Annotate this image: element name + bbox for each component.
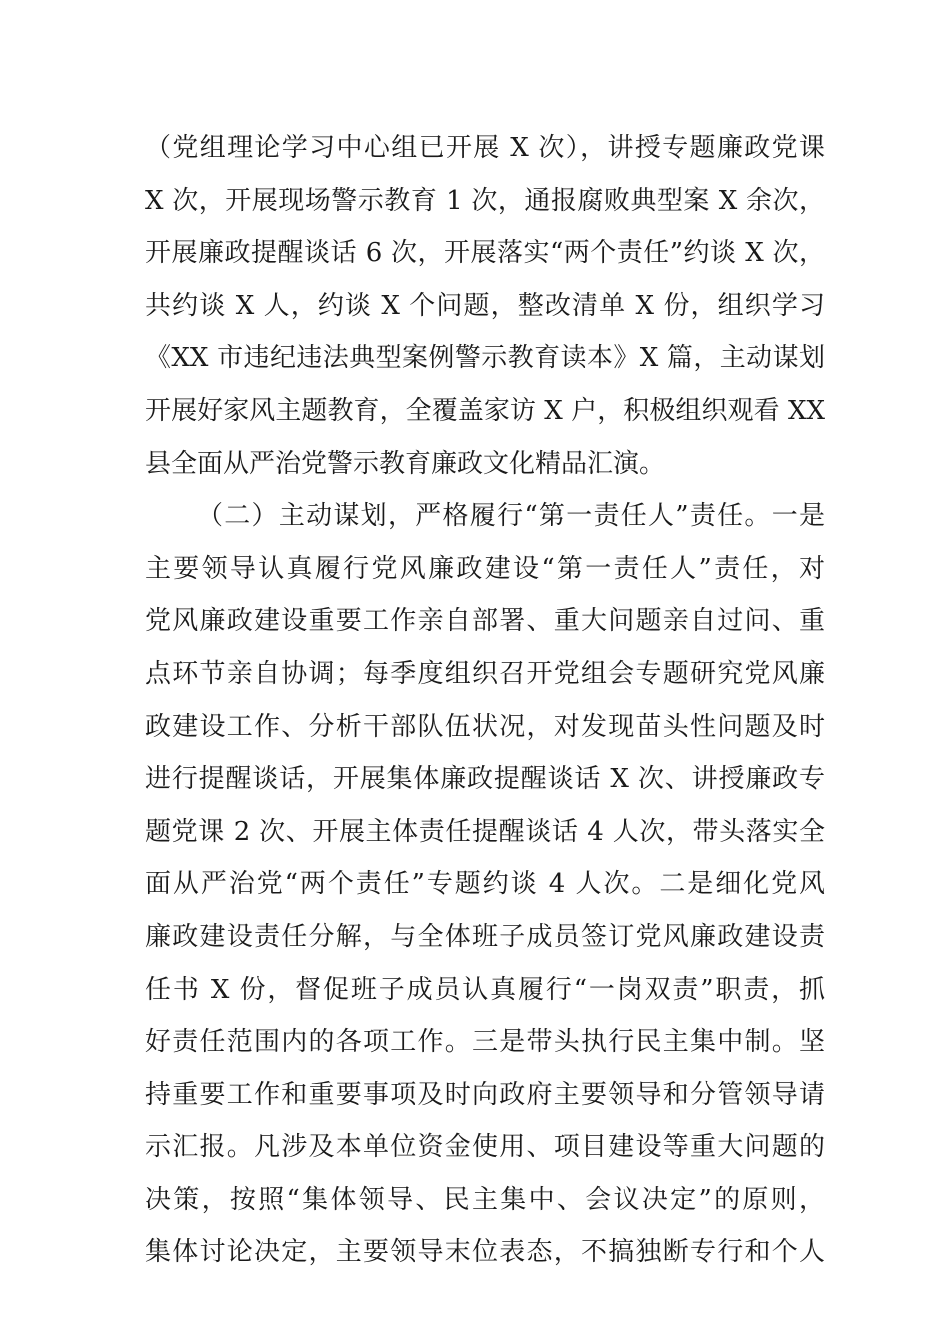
paragraph-end-line: 县全面从严治党警示教育廉政文化精品汇演。 (145, 448, 666, 479)
text-line: 持重要工作和重要事项及时向政府主要领导和分管领导请 (145, 1079, 825, 1110)
body-text (145, 122, 825, 1279)
text-line: 开展廉政提醒谈话 6 次，开展落实“两个责任”约谈 X 次， (145, 238, 825, 269)
text-line: 廉政建设责任分解，与全体班子成员签订党风廉政建设责 (145, 921, 825, 952)
text-line: 好责任范围内的各项工作。三是带头执行民主集中制。坚 (145, 1027, 825, 1058)
text-line: 《XX 市违纪违法典型案例警示教育读本》X 篇，主动谋划 (145, 343, 825, 374)
text-line: 面从严治党“两个责任”专题约谈 4 人次。二是细化党风 (145, 869, 825, 900)
text-line: 进行提醒谈话，开展集体廉政提醒谈话 X 次、讲授廉政专 (145, 764, 825, 795)
text-line: 党风廉政建设重要工作亲自部署、重大问题亲自过问、重 (145, 606, 825, 637)
text-line: 决策，按照“集体领导、民主集中、会议决定”的原则， (145, 1184, 825, 1215)
text-line: 点环节亲自协调；每季度组织召开党组会专题研究党风廉 (145, 658, 825, 689)
text-line: X 次，开展现场警示教育 1 次，通报腐败典型案 X 余次， (145, 185, 825, 216)
text-line: 开展好家风主题教育，全覆盖家访 X 户，积极组织观看 XX (145, 395, 825, 426)
text-line: 题党课 2 次、开展主体责任提醒谈话 4 人次，带头落实全 (145, 816, 825, 847)
text-line: 示汇报。凡涉及本单位资金使用、项目建设等重大问题的 (145, 1132, 825, 1163)
text-line: 共约谈 X 人，约谈 X 个问题，整改清单 X 份，组织学习 (145, 290, 825, 321)
section-heading-line: （二）主动谋划，严格履行“第一责任人”责任。一是 (197, 501, 825, 532)
text-line: （党组理论学习中心组已开展 X 次），讲授专题廉政党课 (145, 133, 825, 163)
text-line: 政建设工作、分析干部队伍状况，对发现苗头性问题及时 (145, 711, 825, 742)
text-line: 主要领导认真履行党风廉政建设“第一责任人”责任，对 (145, 553, 825, 584)
text-line: 任书 X 份，督促班子成员认真履行“一岗双责”职责，抓 (145, 974, 825, 1005)
text-line: 集体讨论决定，主要领导末位表态，不搞独断专行和个人 (145, 1237, 825, 1268)
